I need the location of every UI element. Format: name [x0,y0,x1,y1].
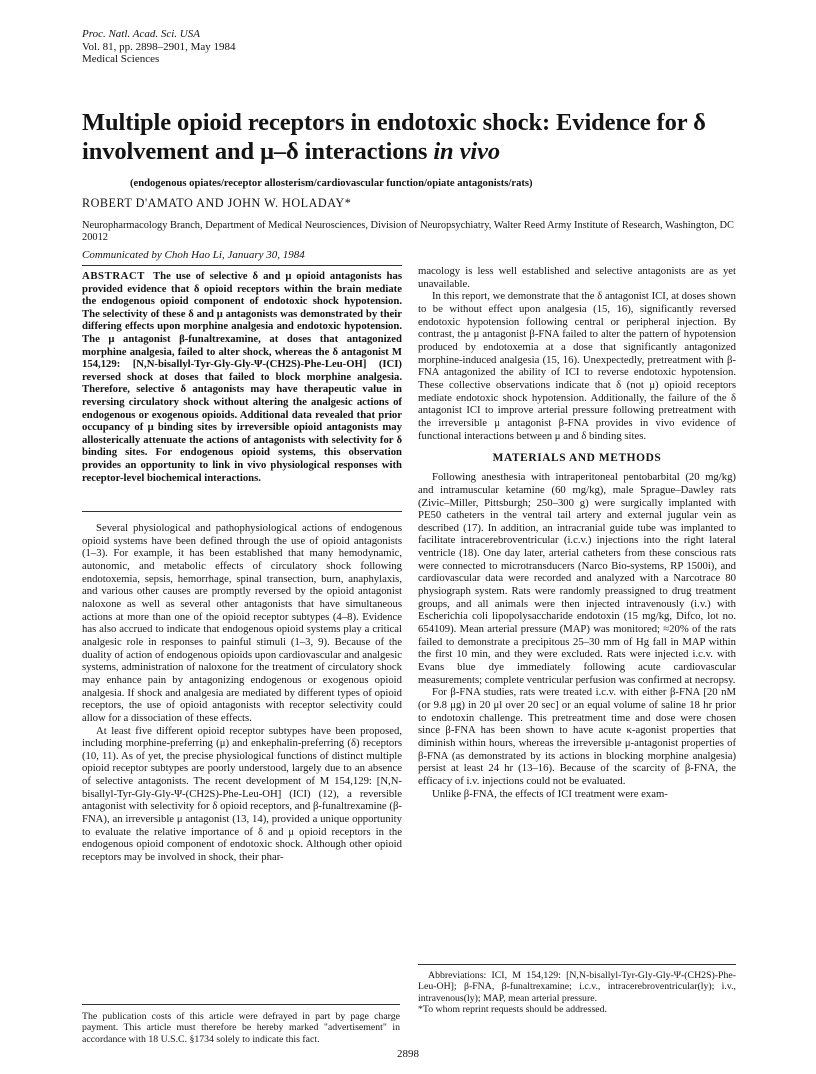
journal-name: Proc. Natl. Acad. Sci. USA [82,28,200,40]
publication-cost-note: The publication costs of this article were defrayed in part by page charge payment. This article must therefore be hereby marked "advertisement" in accordance with 18 U.S.C. §1734 solely to indicate this fact. [82,1004,400,1045]
reprint-footnote: *To whom reprint requests should be addressed. [418,1004,607,1016]
communicated-by: Communicated by Choh Hao Li, January 30, 1984 [82,249,305,261]
abstract [82,265,402,512]
affiliation: Neuropharmacology Branch, Department of Medical Neurosciences, Division of Neuropsychiatry, Walter Reed Army Institute of Research, Washington, DC 20012 [82,220,734,244]
paragraph: At least five different opioid receptor subtypes have been proposed, including morphine-preferring (μ) and enkephalin-preferring (δ) receptors (10, 11). As of yet, the precise physiological functions of distinct multiple opioid receptor subtypes are poorly understood, largely due to an absence of selective antagonists. The recent development of M 154,129: [N,N-bisallyl-Tyr-Gly-Gly-Ψ-(CH2S)-Phe-Leu-OH] (ICI) (12), a reversible antagonist with selectivity for δ opioid receptors, and β-funaltrexamine (β-FNA), an irreversible μ antagonist (13, 14), provided a unique opportunity to evaluate the relative importance of δ and μ opioid receptors in the endogenous opioid component of endotoxic shock. Although other opioid receptors may be involved in shock, their phar- [82,724,402,864]
title-main: Multiple opioid receptors in endotoxic shock: Evidence for δ involvement and μ–δ interactions [82,109,706,165]
footnotes [418,964,736,1016]
journal-section: Medical Sciences [82,53,160,65]
paragraph: In this report, we demonstrate that the δ antagonist ICI, at doses shown to be without effect upon analgesia (15, 16), significantly reversed endotoxic hypotension following central or peripheral injection. By contrast, the μ antagonist β-FNA failed to alter the pattern of hypotension produced by endotoxemia at a dose that significantly antagonized morphine-induced analgesia (15, 16). Unexpectedly, pretreatment with β-FNA antagonized the ability of ICI to reverse endotoxic hypotension. These collective observations indicate that δ (not μ) opioid receptors mediate endotoxic shock hypotension. Additionally, the failure of the δ antagonist ICI to improve arterial pressure following pretreatment with the irreversible μ antagonist β-FNA provides in vivo evidence of functional interactions between μ and δ binding sites. [418,290,736,442]
authors: ROBERT D'AMATO AND JOHN W. HOLADAY* [82,196,352,210]
paragraph: Following anesthesia with intraperitoneal pentobarbital (20 mg/kg) and intramuscular ketamine (60 mg/kg), male Sprague–Dawley rats (Zivic–Miller, Pittsburgh; 250–300 g) were surgically implanted with PE50 catheters in the ventral tail artery and external jugular vein as described (17). In addition, an intracranial guide tube was implanted to facilitate intracerebroventricular (i.c.v.) injections into the right lateral ventricle (18). One day later, arterial catheters from these conscious rats were connected to microtransducers (Narco Bio-systems, RP 1500i), and cardiovascular data were recorded and analyzed with a Narcotrace 80 physiograph system. Rats were randomly preassigned to drug treatment groups, and all animals were then injected intravenously (i.v.) with Escherichia coli lipopolysaccharide endotoxin (15 mg/kg, Difco, lot no. 654109). Mean arterial pressure (MAP) was monitored; ≈20% of the rats failed to demonstrate a precipitous 25–30 mm of Hg fall in MAP within the first 10 min, and they were excluded. Rats were injected i.c.v. with Evans blue dye immediately following acute cardiovascular measurements; complete ventricular perfusion was confirmed at necropsy. [418,471,736,686]
paragraph: Several physiological and pathophysiological actions of endogenous opioid systems have been defined through the use of opioid antagonists (1–3). For example, it has been established that many hemodynamic, autonomic, and metabolic effects of circulatory shock following endotoxemia, sepsis, hemorrhage, spinal transection, burn, anaphylaxis, and various other causes are promptly reversed by the opioid antagonist naloxone as well as several other antagonists that have simultaneous actions at more than one of the opioid receptor subtypes (4–8). Evidence has also accrued to indicate that endogenous opioid systems play a critical analgesic role in responses to painful stimuli (1–3, 9). Because of the duality of action of endogenous opioids upon cardiovascular and analgesic systems, administration of naloxone for the treatment of circulatory shock may enhance pain by antagonizing endogenous or exogenous opioid analgesia. If shock and analgesia are mediated by different types of opioid receptors, the use of opioid antagonists with receptor selectivity could allow for a dissociation of these effects. [82,522,402,724]
page-number: 2898 [397,1048,419,1060]
abstract-text: The use of selective δ and μ opioid antagonists has provided evidence that δ opioid receptors within the brain mediate the endogenous opioid component of endotoxic shock hypotension. The selectivity of these δ and μ antagonists was demonstrated by their differing effects upon morphine analgesia and endotoxic hypotension. The μ antagonist β-funaltrexamine, at doses that antagonized morphine analgesia, failed to alter shock, whereas the δ antagonist M 154,129: [N,N-bisallyl-Tyr-Gly-Gly-Ψ-(CH2S)-Phe-Leu-OH] (ICI) reversed shock at doses that failed to block morphine analgesia. Therefore, selective δ antagonists may have therapeutic value in reversing circulatory shock without altering the analgesic actions of endogenous or exogenous opioids. Additional data revealed that prior occupancy of μ binding sites by irreversible opioid antagonists may allosterically attenuate the actions of antagonists with selectivity for δ binding sites. For endogenous opioid systems, this observation provides an opportunity to link in vivo physiological responses with receptor-level biochemical interactions. [82,270,402,484]
journal-header [82,28,236,66]
keywords: (endogenous opiates/receptor allosterism/cardiovascular function/opiate antagonists/rats) [130,178,533,189]
introduction [82,522,402,864]
article-title [82,108,752,166]
paragraph: Unlike β-FNA, the effects of ICI treatment were exam- [432,787,668,800]
right-column [418,265,736,800]
paragraph: For β-FNA studies, rats were treated i.c.v. with either β-FNA [20 nM (or 9.8 μg) in 20 μl over 20 sec] or an equal volume of saline 18 hr prior to endotoxin challenge. This pretreatment time and dose were chosen since β-FNA has been shown to have acute κ-agonist properties that diminish within hours, whereas the irreversible μ-antagonist properties of β-FNA (as demonstrated by its actions in blocking morphine analgesia) persist at least 24 hr (13–16). Because of the scarcity of β-FNA, the efficacy of i.v. injections could not be evaluated. [418,686,736,787]
abbreviations-footnote: Abbreviations: ICI, M 154,129: [N,N-bisallyl-Tyr-Gly-Gly-Ψ-(CH2S)-Phe-Leu-OH]; β-FNA, β-funaltrexamine; i.c.v., intracerebroventricular(ly); i.v., intravenous(ly); MAP, mean arterial pressure. [418,970,736,1004]
section-heading-methods: MATERIALS AND METHODS [492,452,662,465]
title-italic: in vivo [433,138,501,165]
abstract-label: ABSTRACT [82,270,146,282]
paragraph: macology is less well established and selective antagonists are as yet unavailable. [418,265,736,290]
journal-volume: Vol. 81, pp. 2898–2901, May 1984 [82,40,236,53]
left-column [82,265,402,864]
